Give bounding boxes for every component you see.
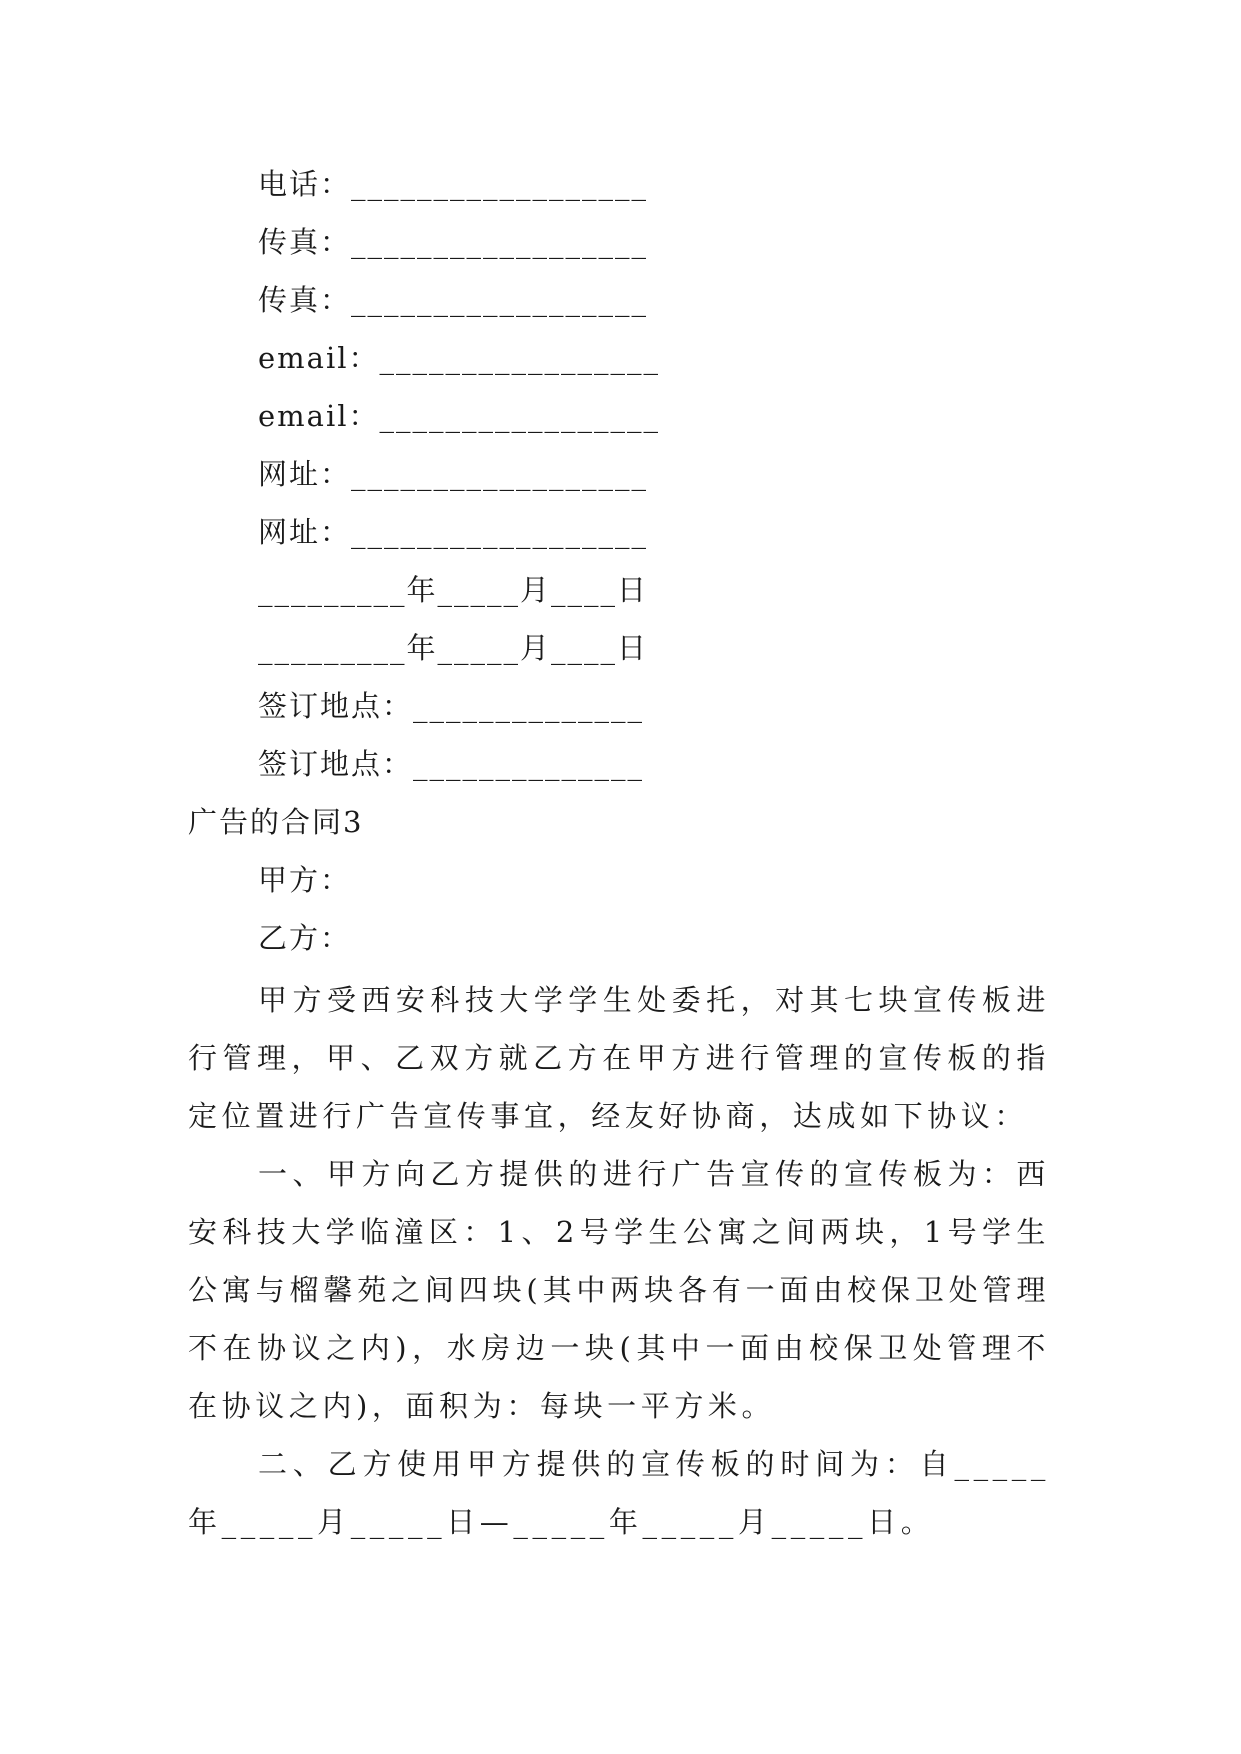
date-field-line: _________年_____月____日 xyxy=(258,631,649,665)
signing-place-field-line: 签订地点：______________ xyxy=(258,689,645,723)
fax-field-line: 传真：__________________ xyxy=(258,225,649,259)
email-field-line: email：_________________ xyxy=(258,341,661,375)
party-b-label: 乙方： xyxy=(258,921,352,955)
contract-heading: 广告的合同3 xyxy=(188,805,364,839)
email-field-line: email：_________________ xyxy=(258,399,661,433)
website-field-line: 网址：__________________ xyxy=(258,515,649,549)
website-field-line: 网址：__________________ xyxy=(258,457,649,491)
phone-field-line: 电话：__________________ xyxy=(258,167,649,201)
clause-1-paragraph: 一、甲方向乙方提供的进行广告宣传的宣传板为：西安科技大学临潼区：1、2号学生公寓之间两块，1号学生公寓与榴馨苑之间四块(其中两块各有一面由校保卫处管理不在协议之内)，水房边一块(其中一面由校保卫处管理不在协议之内)，面积为：每块一平方米。 xyxy=(188,1157,1050,1423)
intro-paragraph: 甲方受西安科技大学学生处委托，对其七块宣传板进行管理，甲、乙双方就乙方在甲方进行管理的宣传板的指定位置进行广告宣传事宜，经友好协商，达成如下协议： xyxy=(188,983,1050,1133)
clause-2-paragraph: 二、乙方使用甲方提供的宣传板的时间为：自_____年_____月_____日—_____年_____月_____日。 xyxy=(188,1447,1050,1539)
party-a-label: 甲方： xyxy=(258,863,352,897)
fax-field-line: 传真：__________________ xyxy=(258,283,649,317)
signing-place-field-line: 签订地点：______________ xyxy=(258,747,645,781)
date-field-line: _________年_____月____日 xyxy=(258,573,649,607)
